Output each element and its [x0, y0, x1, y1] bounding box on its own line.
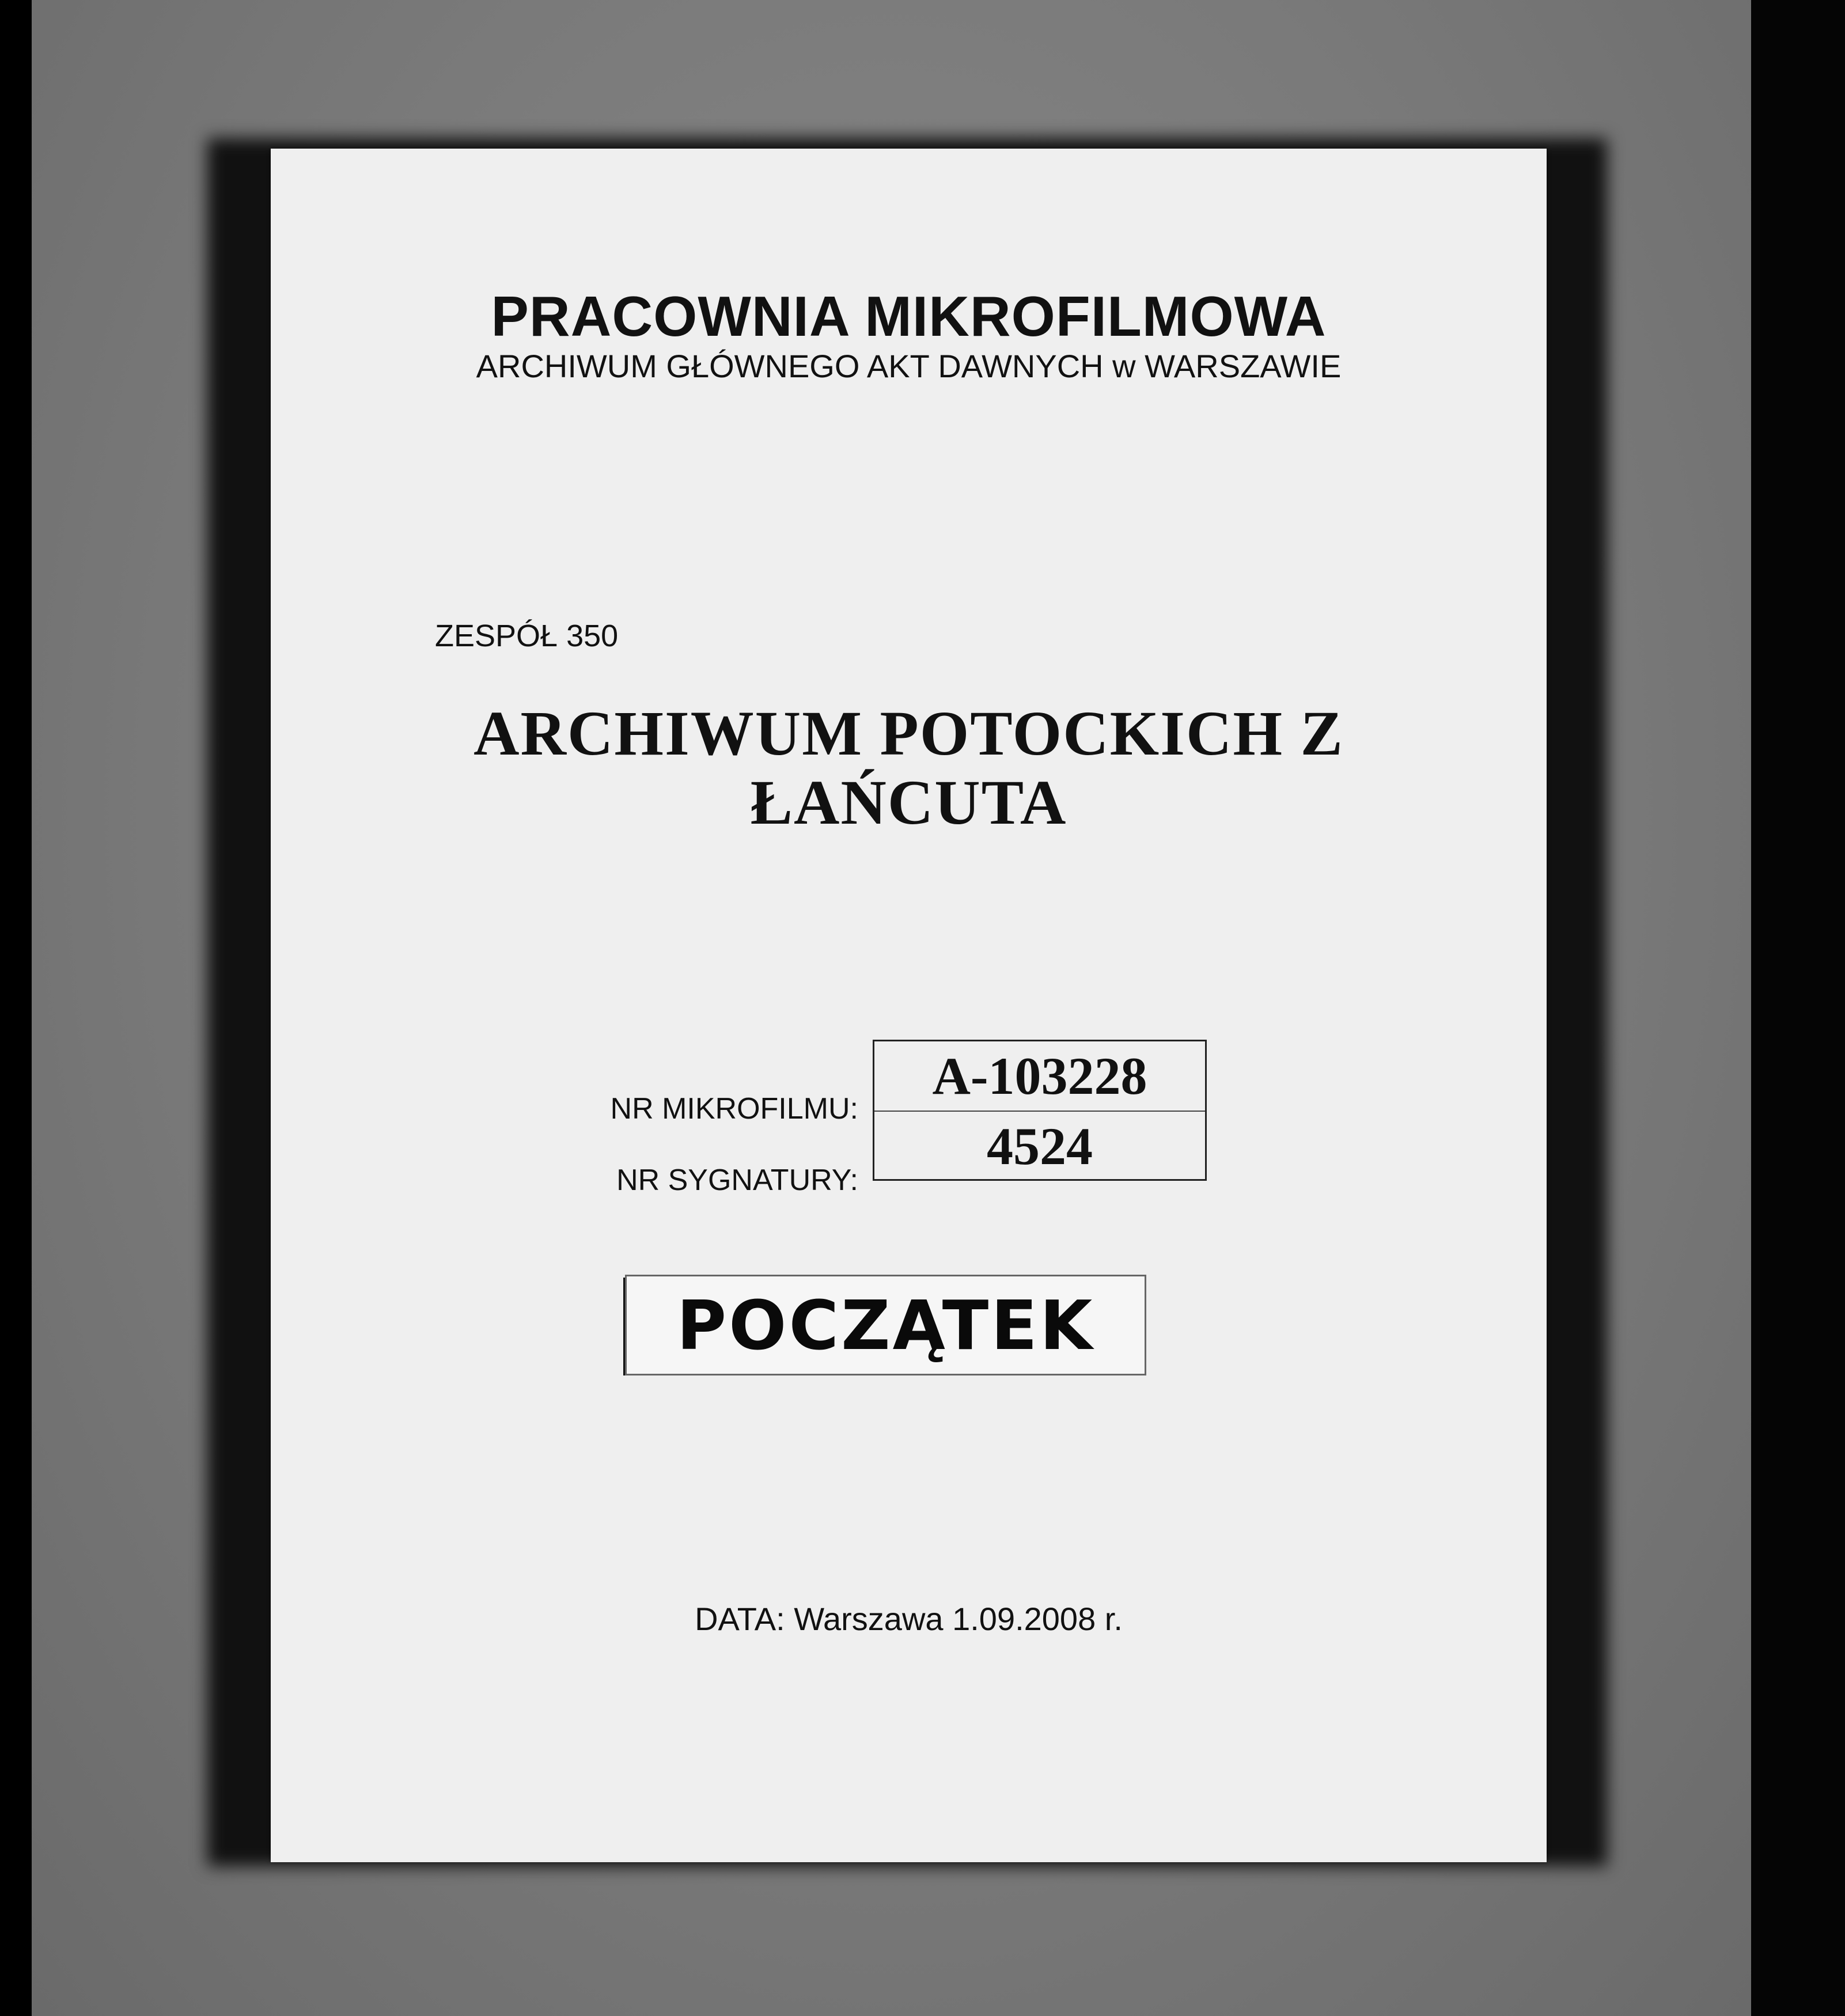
- document-page: [271, 149, 1547, 1862]
- header-subtitle: ARCHIWUM GŁÓWNEGO AKT DAWNYCH w WARSZAWIE: [476, 348, 1342, 384]
- identifier-table: [873, 1040, 1207, 1181]
- collection-title: [271, 699, 1547, 837]
- start-stamp: POCZĄTEK: [625, 1275, 1146, 1375]
- identifier-labels: [605, 1073, 858, 1216]
- microfilm-number-label: NR MIKROFILMU:: [610, 1092, 858, 1126]
- date-line: DATA: Warszawa 1.09.2008 r.: [695, 1601, 1123, 1637]
- collection-title-line1: ARCHIWUM POTOCKICH Z: [473, 698, 1344, 768]
- signature-number-label: NR SYGNATURY:: [616, 1164, 858, 1197]
- microfilm-number-value: A-103228: [932, 1047, 1147, 1105]
- signature-number-value: 4524: [874, 1111, 1205, 1181]
- collection-title-line2: ŁAŃCUTA: [750, 767, 1067, 838]
- header-title: PRACOWNIA MIKROFILMOWA: [491, 285, 1327, 348]
- fond-label: ZESPÓŁ 350: [435, 619, 619, 653]
- film-edge: [1751, 0, 1845, 2016]
